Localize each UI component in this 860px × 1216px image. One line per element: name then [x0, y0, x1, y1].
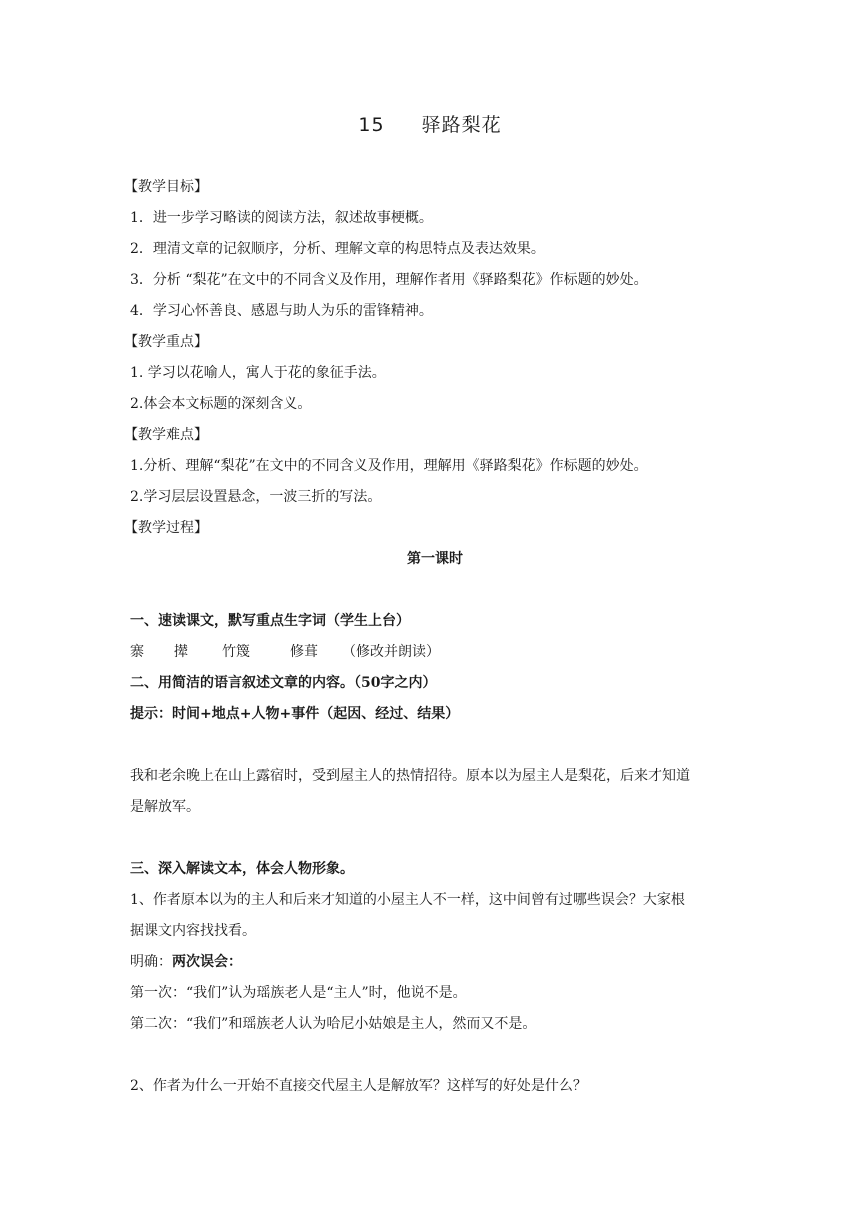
section-one-heading: 一、速读课文，默写重点生字词（学生上台） — [130, 613, 410, 629]
vocab-words — [130, 637, 740, 668]
key-points-heading: 【教学重点】 — [124, 334, 208, 350]
clarify-line — [130, 947, 740, 978]
question-one-cont: 据课文内容找找看。 — [130, 923, 256, 939]
question-two: 2、作者为什么一开始不直接交代屋主人是解放军？这样写的好处是什么？ — [130, 1078, 587, 1094]
objectives-heading: 【教学目标】 — [124, 179, 208, 195]
spacer — [130, 1040, 740, 1071]
objective-item: 4．学习心怀善良、感恩与助人为乐的雷锋精神。 — [130, 303, 433, 319]
difficulty-item: 2.学习层层设置悬念，一波三折的写法。 — [130, 489, 382, 505]
question-one: 1、作者原本以为的主人和后来才知道的小屋主人不一样，这中间曾有过哪些误会？大家根 — [130, 892, 685, 908]
objective-item: 3．分析 “梨花”在文中的不同含义及作用，理解作者用《驿路梨花》作标题的妙处。 — [130, 272, 648, 288]
vocab-word: 竹篾 — [222, 644, 250, 660]
key-point-item: 1. 学习以花喻人，寓人于花的象征手法。 — [130, 365, 386, 381]
vocab-note: （修改并朗读） — [342, 644, 440, 660]
key-point-item: 2.体会本文标题的深刻含义。 — [130, 396, 312, 412]
lesson-title: 驿路梨花 — [421, 114, 502, 136]
spacer — [130, 575, 740, 606]
section-two-heading: 二、用简洁的语言叙述文章的内容。（50字之内） — [130, 675, 437, 691]
misunderstanding-second: 第二次：“我们”和瑶族老人认为哈尼小姑娘是主人，然而又不是。 — [130, 1016, 537, 1032]
lesson-plan-body — [124, 172, 740, 1102]
misunderstanding-first: 第一次：“我们”认为瑶族老人是“主人”时，他说不是。 — [130, 985, 467, 1001]
spacer — [130, 823, 740, 854]
difficulties-heading: 【教学难点】 — [124, 427, 208, 443]
section-three-heading: 三、深入解读文本，体会人物形象。 — [130, 861, 354, 877]
session-title: 第一课时 — [407, 551, 463, 567]
objective-item: 1．进一步学习略读的阅读方法，叙述故事梗概。 — [130, 210, 433, 226]
page-title — [0, 110, 860, 137]
section-two-hint: 提示：时间+地点+人物+事件（起因、经过、结果） — [130, 706, 460, 722]
summary-answer-cont: 是解放军。 — [130, 799, 200, 815]
lesson-number: 15 — [358, 114, 385, 136]
clarify-text: 两次误会： — [172, 954, 242, 970]
objective-item: 2．理清文章的记叙顺序，分析、理解文章的构思特点及表达效果。 — [130, 241, 545, 257]
clarify-label: 明确： — [130, 954, 172, 970]
summary-answer: 我和老余晚上在山上露宿时，受到屋主人的热情招待。原本以为屋主人是梨花，后来才知道 — [130, 768, 690, 784]
vocab-word: 撵 — [174, 644, 188, 660]
process-heading: 【教学过程】 — [124, 520, 208, 536]
spacer — [130, 730, 740, 761]
vocab-word: 寨 — [130, 644, 144, 660]
vocab-word: 修葺 — [290, 644, 318, 660]
difficulty-item: 1.分析、理解“梨花”在文中的不同含义及作用，理解用《驿路梨花》作标题的妙处。 — [130, 458, 648, 474]
